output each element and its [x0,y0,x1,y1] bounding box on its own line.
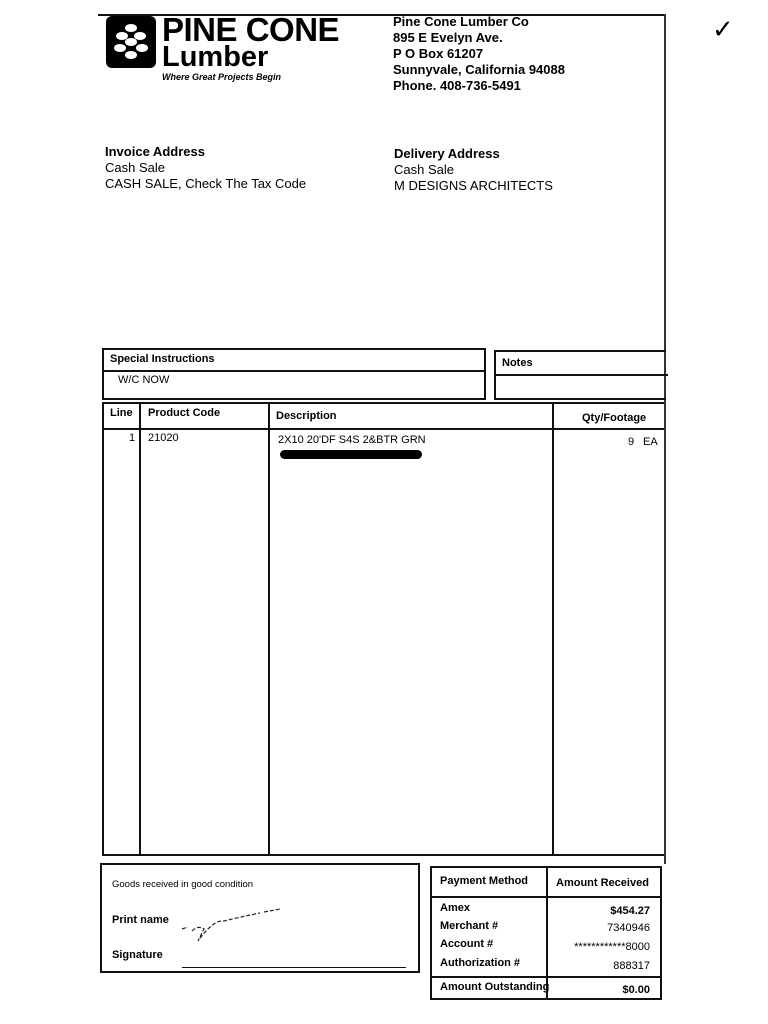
notes-box [494,350,666,400]
logo-text-pine-cone: PINE CONE [162,11,340,48]
goods-received-text: Goods received in good condition [112,879,254,890]
payment-box [430,866,662,1000]
merchant-number: 7340946 [607,922,650,934]
amount-outstanding-value: $0.00 [622,984,650,996]
pine-cone-icon [106,16,156,68]
redaction-bar [280,450,422,459]
header-line: Line [110,407,133,419]
divider [102,402,104,856]
amount-outstanding-label: Amount Outstanding [440,981,550,993]
divider [139,402,141,856]
special-instructions-box [102,348,486,400]
special-instructions-label: Special Instructions [110,353,215,365]
account-number: ************8000 [574,941,650,953]
signature-label: Signature [112,949,163,961]
divider [432,896,660,898]
divider [546,868,548,998]
delivery-address-line1: Cash Sale [394,162,454,177]
notes-label: Notes [502,357,533,369]
company-street: 895 E Evelyn Ave. [393,30,503,45]
special-instructions-value: W/C NOW [118,374,170,386]
print-name-label: Print name [112,914,169,926]
authorization-label: Authorization # [440,957,521,969]
header-product-code: Product Code [148,407,221,419]
account-label: Account # [440,938,494,950]
payment-method-value: Amex [440,902,470,914]
row-description: 2X10 20'DF S4S 2&BTR GRN [278,434,426,446]
divider [102,428,664,430]
row-unit: EA [643,436,658,448]
divider [496,374,668,376]
company-name: Pine Cone Lumber Co [393,14,529,29]
line-items-table [102,402,666,856]
payment-method-header: Payment Method [440,875,529,887]
invoice-address-line2: CASH SALE, Check The Tax Code [105,176,307,191]
receipt-box [100,863,420,973]
check-mark: ✓ [712,14,734,44]
divider [102,854,664,856]
signature-scribble-icon [180,907,290,947]
company-city: Sunnyvale, California 94088 [393,62,565,77]
company-po-box: P O Box 61207 [393,46,484,61]
signature-line [182,967,406,968]
row-line: 1 [129,432,136,444]
divider [102,402,664,404]
logo-tagline: Where Great Projects Begin [162,72,282,82]
header-description: Description [276,410,337,422]
divider [104,370,484,372]
delivery-address-heading: Delivery Address [394,146,500,161]
divider [268,402,270,856]
delivery-address-line2: M DESIGNS ARCHITECTS [394,178,553,193]
authorization-number: 888317 [613,960,650,972]
divider [552,402,554,856]
invoice-address [105,144,306,192]
divider [432,976,660,978]
header-qty-footage: Qty/Footage [582,412,647,424]
invoice-address-line1: Cash Sale [105,160,165,175]
amount-received-value: $454.27 [610,905,650,917]
invoice-address-heading: Invoice Address [105,144,205,159]
company-logo [106,11,351,86]
logo-text-lumber: Lumber [162,41,269,73]
amount-received-header: Amount Received [556,877,649,889]
company-address [393,14,565,94]
merchant-label: Merchant # [440,920,499,932]
delivery-address [394,146,553,194]
row-qty: 9 [628,436,635,448]
row-product-code: 21020 [148,432,179,444]
company-phone: Phone. 408-736-5491 [393,78,521,93]
